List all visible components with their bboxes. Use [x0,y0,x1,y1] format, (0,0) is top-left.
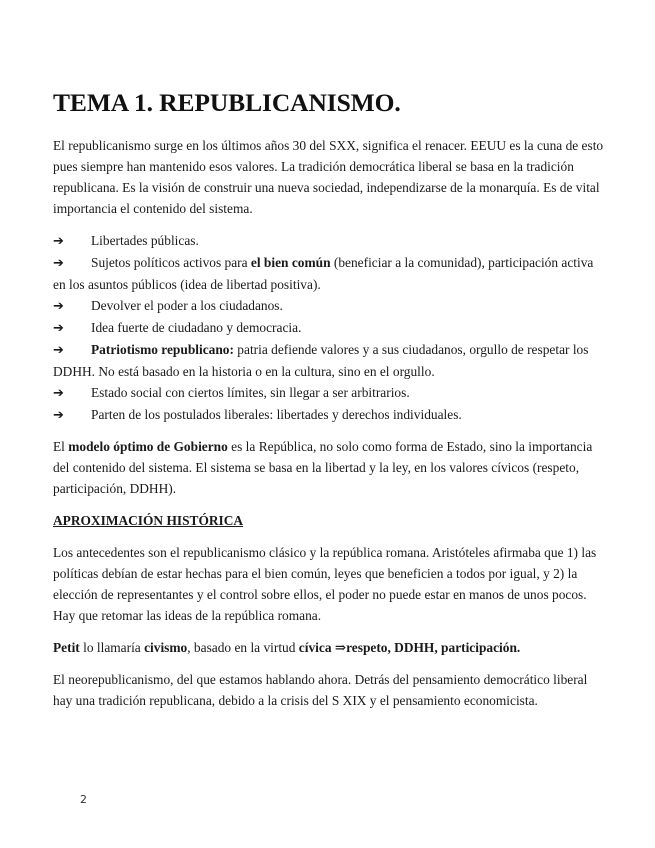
historia-paragraph: Los antecedentes son el republicanismo clásico y la república romana. Aristóteles afirmaba que 1) las políticas debían de estar hechas para el bien común, leyes que beneficien a todos por igual, y 2) la elección de representantes y el control sobre ellos, el poder no puede estar en manos de unos pocos. Hay que retomar las ideas de la república romana. [53,545,597,623]
list-item: ➔ Libertades públicas. [53,230,605,252]
arrow-right-icon: ➔ [53,234,64,249]
page-title: TEMA 1. REPUBLICANISMO. [53,88,401,117]
arrow-right-icon: ➔ [53,386,64,401]
document-body [53,135,605,722]
arrow-right-icon: ➔ [53,299,64,314]
arrow-right-icon: ➔ [53,256,64,271]
petit-paragraph: Petit lo llamaría civismo, basado en la virtud cívica ⇒respeto, DDHH, participación. [53,640,521,655]
list-item: ➔ Parten de los postulados liberales: libertades y derechos individuales. [53,404,605,426]
list-item: ➔ Sujetos políticos activos para el bien común (beneficiar a la comunidad), participación activa en los asuntos públicos (idea de libertad positiva). [53,255,594,292]
intro-paragraph: El republicanismo surge en los últimos años 30 del SXX, significa el renacer. EEUU es la cuna de esto pues siempre han mantenido esos valores. La tradición democrática liberal se basa en la tradición republicana. Es la visión de construir una nueva sociedad, independizarse de la monarquía. Es de vital importancia el contenido del sistema. [53,138,604,216]
section-heading: APROXIMACIÓN HISTÓRICA [53,513,244,528]
list-item: ➔ Devolver el poder a los ciudadanos. [53,295,605,317]
page-number: 2 [80,793,87,806]
arrow-right-icon: ➔ [53,408,64,423]
bullet-list [53,230,605,426]
neo-paragraph: El neorepublicanismo, del que estamos hablando ahora. Detrás del pensamiento democrático liberal hay una tradición republicana, debido a la crisis del S XIX y el pensamiento economicista. [53,672,588,708]
arrow-right-icon: ➔ [53,321,64,336]
list-item: ➔ Estado social con ciertos límites, sin llegar a ser arbitrarios. [53,382,605,404]
arrow-right-icon: ➔ [53,343,64,358]
modelo-paragraph: El modelo óptimo de Gobierno es la República, no solo como forma de Estado, sino la importancia del contenido del sistema. El sistema se basa en la libertad y la ley, en los valores cívicos (respeto, participación, DDHH). [53,439,593,496]
list-item: ➔ Patriotismo republicano: patria defiende valores y a sus ciudadanos, orgullo de respetar los DDHH. No está basado en la historia o en la cultura, sino en el orgullo. [53,342,589,379]
list-item: ➔ Idea fuerte de ciudadano y democracia. [53,317,605,339]
